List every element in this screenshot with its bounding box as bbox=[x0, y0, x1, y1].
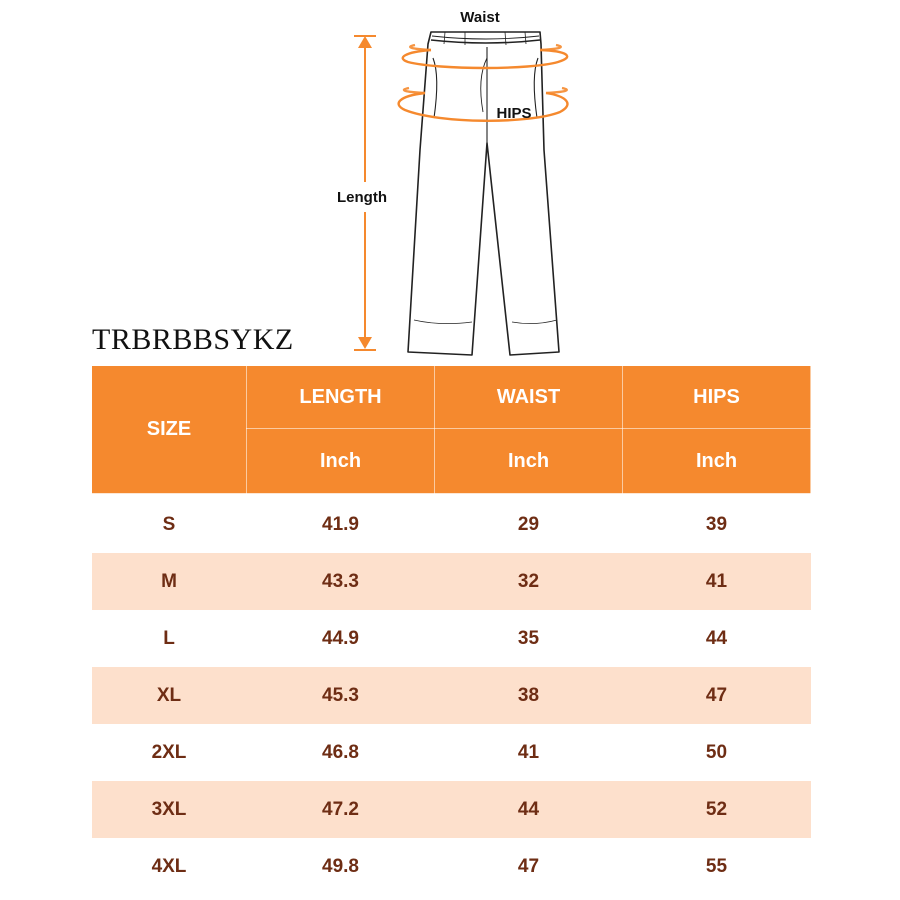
length-cell: 45.3 bbox=[247, 667, 435, 724]
waist-cell: 44 bbox=[435, 781, 623, 838]
table-row bbox=[92, 494, 811, 554]
waist-cell: 35 bbox=[517, 627, 540, 649]
hips-column-header: HIPS bbox=[623, 366, 811, 429]
pants-measurement-diagram bbox=[0, 0, 900, 360]
hips-cell: 50 bbox=[705, 741, 728, 763]
waist-cell: 38 bbox=[435, 667, 623, 724]
length-cell: 49.8 bbox=[322, 855, 359, 877]
length-unit: Inch bbox=[247, 429, 435, 494]
waist-cell: 32 bbox=[435, 553, 623, 610]
size-cell: L bbox=[163, 627, 175, 649]
size-cell: M bbox=[92, 553, 247, 610]
size-cell: 4XL bbox=[151, 855, 187, 877]
table-row bbox=[92, 553, 811, 610]
length-column-header: LENGTH bbox=[247, 366, 435, 429]
hips-cell: 52 bbox=[623, 781, 811, 838]
length-label: Length bbox=[337, 189, 387, 206]
length-cell: 44.9 bbox=[322, 627, 359, 649]
hips-label: HIPS bbox=[496, 105, 532, 122]
waist-label: Waist bbox=[460, 9, 500, 26]
table-row bbox=[92, 724, 811, 781]
hips-cell: 39 bbox=[705, 513, 728, 535]
size-cell: 2XL bbox=[151, 741, 187, 763]
length-cell: 41.9 bbox=[322, 513, 359, 535]
table-row bbox=[92, 667, 811, 724]
waist-cell: 41 bbox=[517, 741, 540, 763]
size-column-header: SIZE bbox=[92, 366, 247, 494]
length-cell: 46.8 bbox=[322, 741, 359, 763]
table-row bbox=[92, 838, 811, 895]
hips-cell: 41 bbox=[623, 553, 811, 610]
waist-cell: 47 bbox=[517, 855, 540, 877]
size-cell: 3XL bbox=[92, 781, 247, 838]
header-row bbox=[92, 366, 811, 429]
hips-cell: 47 bbox=[623, 667, 811, 724]
length-cell: 47.2 bbox=[247, 781, 435, 838]
pants-illustration bbox=[408, 32, 559, 355]
size-cell: S bbox=[162, 513, 176, 535]
table-row bbox=[92, 610, 811, 667]
waist-column-header: WAIST bbox=[435, 366, 623, 429]
brand-name: TRBRBBSYKZ bbox=[92, 323, 294, 356]
table-row bbox=[92, 781, 811, 838]
hips-unit: Inch bbox=[623, 429, 811, 494]
waist-cell: 29 bbox=[517, 513, 540, 535]
hips-cell: 44 bbox=[705, 627, 728, 649]
size-cell: XL bbox=[92, 667, 247, 724]
waist-unit: Inch bbox=[435, 429, 623, 494]
length-cell: 43.3 bbox=[247, 553, 435, 610]
hips-cell: 55 bbox=[705, 855, 728, 877]
size-chart-table bbox=[91, 365, 811, 895]
